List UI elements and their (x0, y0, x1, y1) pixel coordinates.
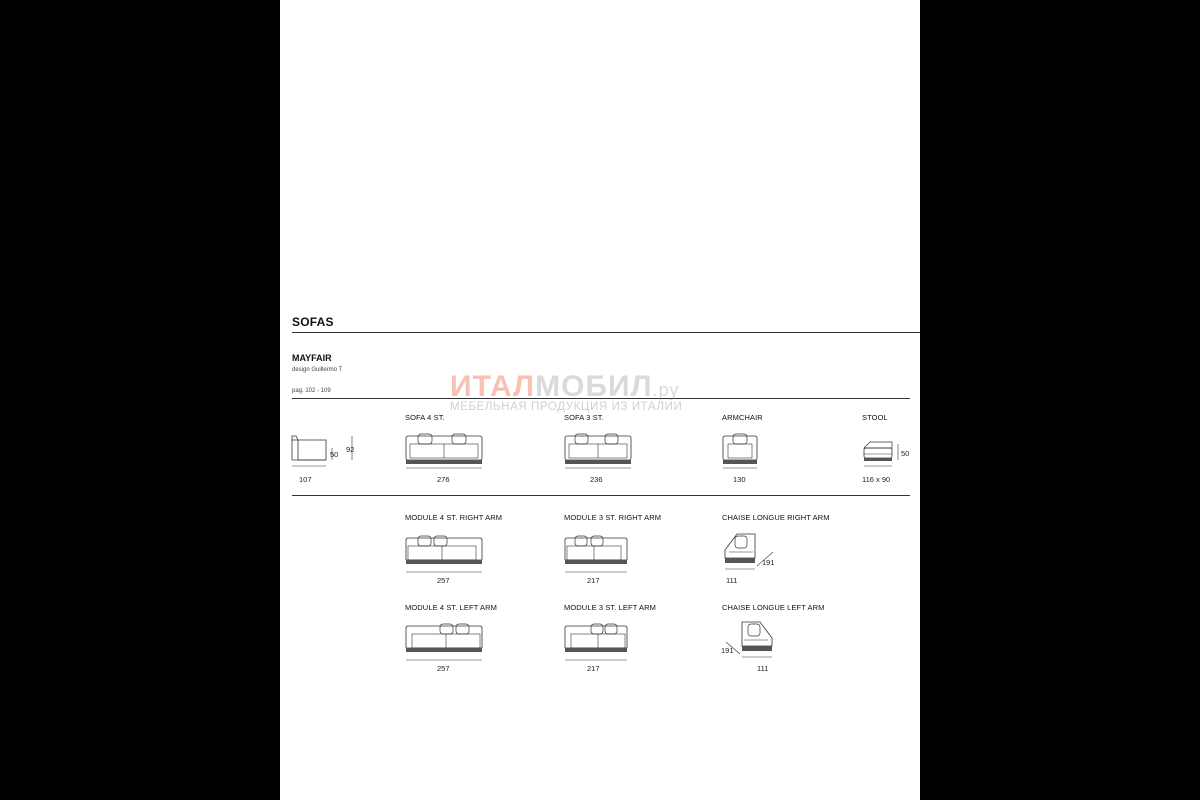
dim-module-4-right: 257 (437, 576, 450, 585)
dim-sofa-3-seat: 236 (590, 475, 603, 484)
label-sofa-3-seat: SOFA 3 ST. (564, 413, 604, 422)
catalog-page (280, 0, 920, 800)
row-divider (292, 495, 910, 496)
section-title: SOFAS (292, 315, 334, 329)
label-chaise-right: CHAISE LONGUE RIGHT ARM (722, 513, 830, 522)
chaise-longue-right-icon (721, 530, 781, 576)
sofa-4-seat-icon (404, 430, 484, 470)
dim-module-3-left: 217 (587, 664, 600, 673)
module-3-right-arm-icon (563, 532, 629, 576)
label-module-3-right: MODULE 3 ST. RIGHT ARM (564, 513, 662, 522)
section-divider (292, 332, 920, 333)
module-4-left-arm-icon (404, 620, 484, 664)
label-sofa-4-seat: SOFA 4 ST. (405, 413, 445, 422)
sofa-3-seat-icon (563, 430, 633, 470)
label-chaise-left: CHAISE LONGUE LEFT ARM (722, 603, 825, 612)
side-seat-height: 50 (330, 450, 339, 459)
dim-stool: 116 x 90 (862, 475, 891, 484)
dim-chaise-left-width: 111 (757, 664, 769, 673)
dim-chaise-right-length: 191 (762, 558, 775, 567)
product-designer: design Guillermo T (292, 367, 343, 373)
armchair-icon (721, 430, 761, 470)
watermark-brand: ИТАЛМОБИЛ.ру (450, 370, 680, 403)
watermark-tagline: МЕБЕЛЬНАЯ ПРОДУКЦИЯ ИЗ ИТАЛИИ (450, 401, 683, 413)
module-3-left-arm-icon (563, 620, 629, 664)
watermark (450, 370, 770, 413)
label-module-4-right: MODULE 4 ST. RIGHT ARM (405, 513, 503, 522)
dim-chaise-right-width: 111 (726, 576, 738, 585)
dim-module-3-right: 217 (587, 576, 600, 585)
label-armchair: ARMCHAIR (722, 413, 763, 422)
chaise-longue-left-icon (720, 618, 780, 664)
label-stool: STOOL (862, 413, 888, 422)
side-depth: 107 (299, 475, 312, 484)
label-module-4-left: MODULE 4 ST. LEFT ARM (405, 603, 497, 612)
dim-module-4-left: 257 (437, 664, 450, 673)
module-4-right-arm-icon (404, 532, 484, 576)
dim-sofa-4-seat: 276 (437, 475, 450, 484)
dim-chaise-left-length: 191 (721, 646, 734, 655)
dim-stool-height: 50 (901, 449, 910, 458)
product-name: MAYFAIR (292, 353, 332, 363)
side-height: 92 (346, 445, 355, 454)
dim-armchair: 130 (733, 475, 746, 484)
label-module-3-left: MODULE 3 ST. LEFT ARM (564, 603, 656, 612)
product-divider (292, 398, 910, 399)
product-pages: pag. 102 - 109 (292, 388, 331, 394)
